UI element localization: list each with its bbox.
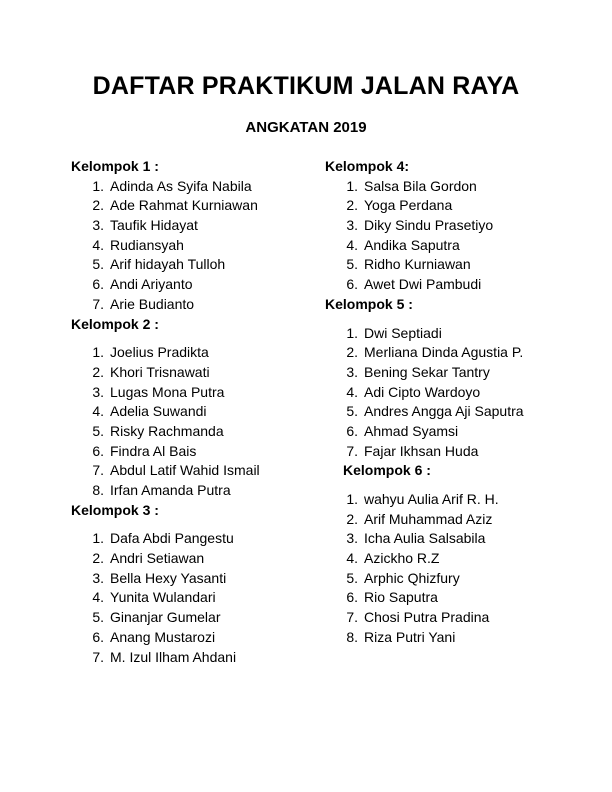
list-item — [71, 549, 311, 569]
list-item — [71, 196, 311, 216]
group-4 — [325, 157, 595, 295]
group-5 — [325, 295, 595, 462]
list-item-number: 4. — [346, 383, 358, 400]
list-item-number: 1. — [92, 177, 104, 194]
list-item-number: 5. — [92, 422, 104, 439]
list-item-number: 7. — [346, 442, 358, 459]
list-item — [325, 343, 595, 363]
list-item — [71, 588, 311, 608]
member-list — [325, 490, 595, 648]
group-title: Kelompok 6 : — [343, 462, 431, 479]
list-item — [71, 255, 311, 275]
member-name: Adi Cipto Wardoyo — [364, 383, 481, 400]
member-name: Arif hidayah Tulloh — [110, 256, 226, 273]
list-item-number: 3. — [346, 530, 358, 547]
list-item — [325, 510, 595, 530]
list-item-number: 7. — [92, 648, 104, 665]
list-item-number: 4. — [92, 589, 104, 606]
member-list — [71, 177, 311, 315]
list-item-number: 5. — [346, 403, 358, 420]
member-name: Chosi Putra Pradina — [364, 609, 490, 626]
list-item-number: 5. — [92, 609, 104, 626]
list-item — [325, 608, 595, 628]
member-list — [71, 343, 311, 501]
list-item-number: 6. — [92, 628, 104, 645]
member-name: Arie Budianto — [110, 295, 195, 312]
member-name: Khori Trisnawati — [110, 363, 210, 380]
list-item — [325, 196, 595, 216]
group-6 — [325, 461, 595, 647]
member-name: Dwi Septiadi — [364, 324, 442, 341]
member-name: wahyu Aulia Arif R. H. — [364, 491, 499, 507]
list-item — [325, 363, 595, 383]
group-title: Kelompok 1 : — [71, 158, 159, 174]
list-item-number: 2. — [346, 344, 358, 361]
list-item-number: 1. — [346, 324, 358, 341]
member-name: Merliana Dinda Agustia P. — [364, 344, 524, 361]
list-item — [71, 363, 311, 383]
list-item-number: 5. — [346, 569, 358, 586]
member-name: Yunita Wulandari — [110, 589, 216, 606]
list-item-number: 4. — [346, 550, 358, 567]
list-item — [325, 324, 595, 344]
list-item — [71, 295, 311, 315]
member-name: Yoga Perdana — [364, 197, 453, 214]
list-item-number: 2. — [92, 197, 104, 214]
list-item-number: 1. — [92, 344, 104, 361]
list-item-number: 3. — [92, 569, 104, 586]
list-item — [325, 490, 595, 510]
member-name: Anang Mustarozi — [110, 628, 216, 645]
list-item-number: 3. — [346, 363, 358, 380]
member-name: Rudiansyah — [110, 236, 184, 253]
list-item-number: 1. — [346, 177, 358, 194]
member-name: Andika Saputra — [364, 236, 460, 253]
member-name: Awet Dwi Pambudi — [364, 276, 482, 293]
list-item — [325, 383, 595, 403]
list-item-number: 6. — [92, 276, 104, 293]
list-item-number: 1. — [92, 530, 104, 547]
list-item-number: 4. — [346, 236, 358, 253]
list-item — [325, 422, 595, 442]
member-name: Azickho R.Z — [364, 550, 440, 567]
list-item-number: 6. — [346, 276, 358, 293]
list-item — [71, 275, 311, 295]
group-title: Kelompok 5 : — [325, 295, 413, 312]
list-item — [71, 628, 311, 648]
list-item-number: 5. — [346, 256, 358, 273]
list-item-number: 7. — [92, 295, 104, 312]
member-name: Ginanjar Gumelar — [110, 609, 221, 626]
member-name: Abdul Latif Wahid Ismail — [110, 462, 260, 479]
member-name: Adinda As Syifa Nabila — [110, 177, 252, 194]
list-item-number: 6. — [92, 442, 104, 459]
list-item — [71, 442, 311, 462]
member-name: Arif Muhammad Aziz — [364, 510, 493, 527]
member-name: Andi Ariyanto — [110, 276, 193, 293]
document-title: DAFTAR PRAKTIKUM JALAN RAYA — [92, 72, 520, 100]
list-item — [71, 383, 311, 403]
group-2 — [71, 315, 311, 501]
list-item-number: 7. — [92, 462, 104, 479]
member-name: M. Izul Ilham Ahdani — [110, 648, 237, 665]
member-name: Salsa Bila Gordon — [364, 177, 477, 194]
group-3 — [71, 501, 311, 668]
member-name: Diky Sindu Prasetiyo — [364, 217, 494, 234]
member-list — [325, 177, 595, 295]
member-name: Andres Angga Aji Saputra — [364, 403, 524, 420]
member-name: Lugas Mona Putra — [110, 383, 225, 400]
group-title: Kelompok 3 : — [71, 501, 159, 518]
member-name: Taufik Hidayat — [110, 217, 198, 234]
member-name: Andri Setiawan — [110, 550, 205, 567]
list-item-number: 7. — [346, 609, 358, 626]
document-subtitle: ANGKATAN 2019 — [245, 119, 367, 136]
list-item-number: 4. — [92, 236, 104, 253]
member-list — [325, 324, 595, 462]
list-item-number: 6. — [346, 422, 358, 439]
list-item — [71, 177, 311, 197]
list-item — [325, 255, 595, 275]
list-item — [325, 529, 595, 549]
list-item — [71, 216, 311, 236]
member-name: Rio Saputra — [364, 589, 438, 606]
list-item — [325, 569, 595, 589]
list-item-number: 2. — [346, 510, 358, 527]
group-1 — [71, 157, 311, 315]
list-item — [71, 236, 311, 256]
member-name: Adelia Suwandi — [110, 403, 207, 420]
list-item — [325, 275, 595, 295]
list-item — [71, 343, 311, 363]
list-item-number: 3. — [92, 383, 104, 400]
list-item-number: 4. — [92, 403, 104, 420]
list-item — [325, 216, 595, 236]
list-item-number: 6. — [346, 589, 358, 606]
member-name: Bella Hexy Yasanti — [110, 569, 227, 586]
member-list — [71, 529, 311, 667]
member-name: Risky Rachmanda — [110, 422, 224, 439]
member-name: Ridho Kurniawan — [364, 256, 471, 273]
member-name: Findra Al Bais — [110, 442, 197, 459]
list-item — [71, 569, 311, 589]
group-title: Kelompok 2 : — [71, 315, 159, 332]
list-item — [71, 481, 311, 501]
list-item-number: 3. — [92, 217, 104, 234]
group-title: Kelompok 4: — [325, 158, 410, 174]
member-name: Ahmad Syamsi — [364, 422, 459, 439]
member-name: Joelius Pradikta — [110, 344, 209, 361]
list-item — [71, 648, 311, 668]
list-item-number: 2. — [92, 363, 104, 380]
list-item — [325, 236, 595, 256]
member-name: Fajar Ikhsan Huda — [364, 442, 479, 459]
member-name: Bening Sekar Tantry — [364, 363, 490, 380]
list-item-number: 2. — [346, 197, 358, 214]
list-item-number: 1. — [346, 491, 358, 507]
left-column — [71, 157, 311, 667]
list-item — [71, 529, 311, 549]
member-name: Icha Aulia Salsabila — [364, 530, 486, 547]
list-item — [325, 628, 595, 648]
list-item — [71, 461, 311, 481]
list-item — [325, 177, 595, 197]
list-item — [71, 422, 311, 442]
list-item-number: 3. — [346, 217, 358, 234]
member-name: Ade Rahmat Kurniawan — [110, 197, 258, 214]
list-item-number: 5. — [92, 256, 104, 273]
list-item — [325, 402, 595, 422]
list-item — [325, 549, 595, 569]
list-item — [325, 442, 595, 462]
list-item-number: 8. — [346, 628, 358, 645]
list-item — [71, 608, 311, 628]
member-name: Arphic Qhizfury — [364, 569, 460, 586]
list-item-number: 8. — [92, 482, 104, 498]
list-item — [71, 402, 311, 422]
member-name: Irfan Amanda Putra — [110, 482, 231, 498]
list-item-number: 2. — [92, 550, 104, 567]
member-name: Riza Putri Yani — [364, 628, 456, 645]
list-item — [325, 588, 595, 608]
right-column — [325, 157, 595, 648]
member-name: Dafa Abdi Pangestu — [110, 530, 234, 547]
